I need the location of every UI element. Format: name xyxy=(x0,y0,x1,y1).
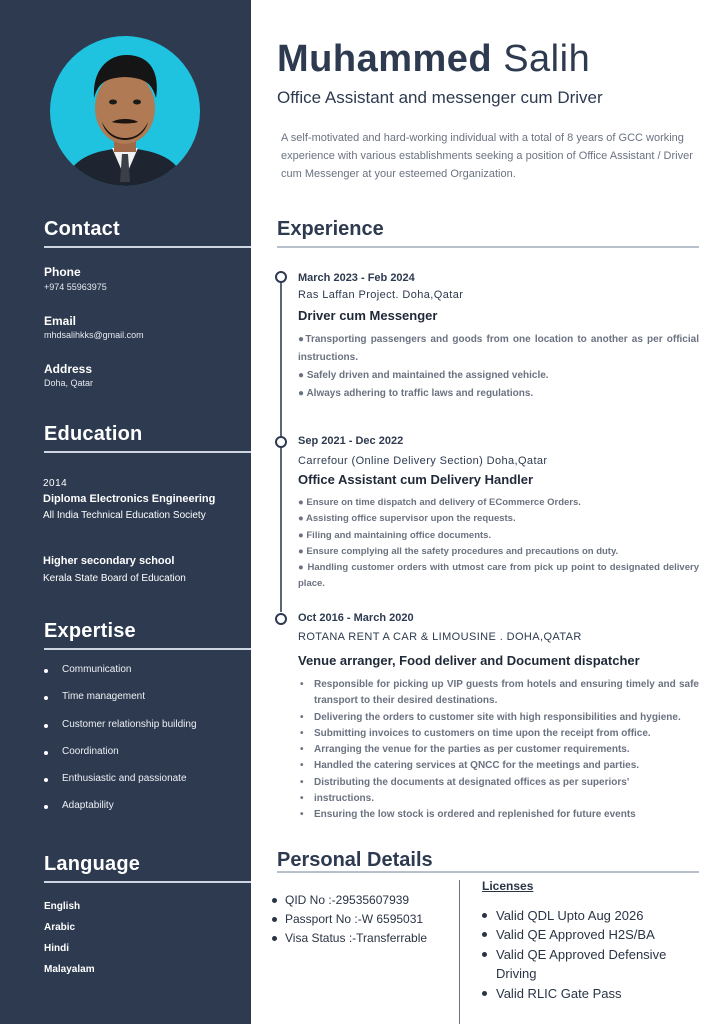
contact-divider xyxy=(44,246,251,248)
licenses-title: Licenses xyxy=(482,879,534,893)
education-institution: Kerala State Board of Education xyxy=(43,573,186,584)
expertise-item: Time management xyxy=(44,691,197,718)
timeline-dot xyxy=(275,613,287,625)
job-point: ● Ensure on time dispatch and delivery of ECommerce Orders. xyxy=(298,497,581,508)
job-point: • Ensuring the low stock is ordered and replenished for future events xyxy=(298,807,699,823)
job-point: ● Ensure complying all the safety procedures and precautions on duty. xyxy=(298,545,619,557)
language-item: English xyxy=(44,901,81,912)
email-value[interactable]: mhdsalihkks@gmail.com xyxy=(44,330,144,340)
education-heading: Education xyxy=(44,423,143,445)
job-point: ● Handling customer orders with utmost care from pick up point to designated delivery place. xyxy=(298,562,699,590)
sidebar xyxy=(0,0,251,1024)
job-role: Venue arranger, Food deliver and Document dispatcher xyxy=(298,653,640,668)
expertise-item: Customer relationship building xyxy=(44,719,197,746)
job-title: Office Assistant and messenger cum Driver xyxy=(277,88,603,107)
job-place: Carrefour (Online Delivery Section) Doha,Qatar xyxy=(298,455,548,467)
language-item: Hindi xyxy=(44,943,69,954)
personal-detail-item: Passport No :-W 6595031 xyxy=(272,910,427,929)
language-divider xyxy=(44,881,251,883)
education-divider xyxy=(44,451,251,453)
job-place: ROTANA RENT A CAR & LIMOUSINE . DOHA,QATAR xyxy=(298,631,582,643)
job-role: Driver cum Messenger xyxy=(298,308,438,323)
language-item: Arabic xyxy=(44,922,76,933)
experience-divider xyxy=(277,246,699,248)
address-value: Doha, Qatar xyxy=(44,378,94,388)
job-point: • Delivering the orders to customer site with high responsibilities and hygiene. xyxy=(298,710,699,726)
job-point: ● Filing and maintaining office documents. xyxy=(298,529,492,541)
education-degree: Higher secondary school xyxy=(43,555,175,567)
timeline-dot xyxy=(275,271,287,283)
job-place: Ras Laffan Project. Doha,Qatar xyxy=(298,289,464,301)
expertise-item: Communication xyxy=(44,664,197,691)
job-points xyxy=(298,495,699,593)
job-role: Office Assistant cum Delivery Handler xyxy=(298,472,534,487)
job-date: March 2023 - Feb 2024 xyxy=(298,272,415,284)
job-point: ● Always adhering to traffic laws and regulations. xyxy=(298,388,534,399)
license-item: Valid QE Approved H2S/BA xyxy=(482,925,697,944)
timeline-dot xyxy=(275,436,287,448)
language-item: Malayalam xyxy=(44,964,95,975)
expertise-heading: Expertise xyxy=(44,620,136,642)
expertise-divider xyxy=(44,648,251,650)
person-silhouette-icon xyxy=(50,36,200,186)
licenses-list xyxy=(482,906,697,1003)
personal-details-list xyxy=(272,891,427,948)
job-point: ●Transporting passengers and goods from one location to another as per official instructions. xyxy=(298,334,699,363)
candidate-name xyxy=(277,38,590,81)
license-item: Valid QE Approved Defensive Driving xyxy=(482,945,697,984)
job-points xyxy=(298,331,699,403)
last-name: Salih xyxy=(503,38,591,80)
job-point: ● Safely driven and maintained the assigned vehicle. xyxy=(298,370,549,381)
personal-detail-item: QID No :-29535607939 xyxy=(272,891,427,910)
job-point: • Handled the catering services at QNCC for the meetings and parties. xyxy=(298,758,699,774)
job-points xyxy=(298,677,699,824)
education-year: 2014 xyxy=(43,478,68,489)
email-label: Email xyxy=(44,314,77,328)
contact-heading: Contact xyxy=(44,218,120,240)
profile-photo xyxy=(50,36,200,186)
job-date: Sep 2021 - Dec 2022 xyxy=(298,435,404,447)
summary: A self-motivated and hard-working individual with a total of 8 years of GCC working experience with various establishments seeking a position of Office Assistant / Driver cum Messenger at your esteemed Organization. xyxy=(281,132,693,180)
phone-value[interactable]: +974 55963975 xyxy=(44,282,107,292)
expertise-item: Enthusiastic and passionate xyxy=(44,773,197,800)
job-date: Oct 2016 - March 2020 xyxy=(298,612,414,624)
experience-heading: Experience xyxy=(277,218,384,240)
personal-detail-item: Visa Status :-Transferrable xyxy=(272,929,427,948)
first-name: Muhammed xyxy=(277,38,493,80)
personal-details-heading: Personal Details xyxy=(277,849,433,871)
license-item: Valid RLIC Gate Pass xyxy=(482,984,697,1003)
job-point: • instructions. xyxy=(298,791,699,807)
job-point: • Responsible for picking up VIP guests from hotels and ensuring timely and safe transport to their desired destinations. xyxy=(298,677,699,710)
job-point: • Distributing the documents at designated offices as per superiors' xyxy=(298,775,699,791)
expertise-list xyxy=(44,664,197,828)
language-heading: Language xyxy=(44,853,141,875)
address-label: Address xyxy=(44,362,93,376)
phone-label: Phone xyxy=(44,265,81,279)
job-point: ● Assisting office supervisor upon the requests. xyxy=(298,513,516,525)
personal-details-divider xyxy=(277,871,699,873)
job-point: • Submitting invoices to customers on time upon the receipt from office. xyxy=(298,726,699,742)
expertise-item: Adaptability xyxy=(44,800,197,827)
education-degree: Diploma Electronics Engineering xyxy=(43,493,216,505)
personal-details-column-divider xyxy=(459,880,460,1024)
language-list xyxy=(44,901,95,985)
license-item: Valid QDL Upto Aug 2026 xyxy=(482,906,697,925)
education-institution: All India Technical Education Society xyxy=(43,510,206,521)
job-point: • Arranging the venue for the parties as per customer requirements. xyxy=(298,742,699,758)
expertise-item: Coordination xyxy=(44,746,197,773)
